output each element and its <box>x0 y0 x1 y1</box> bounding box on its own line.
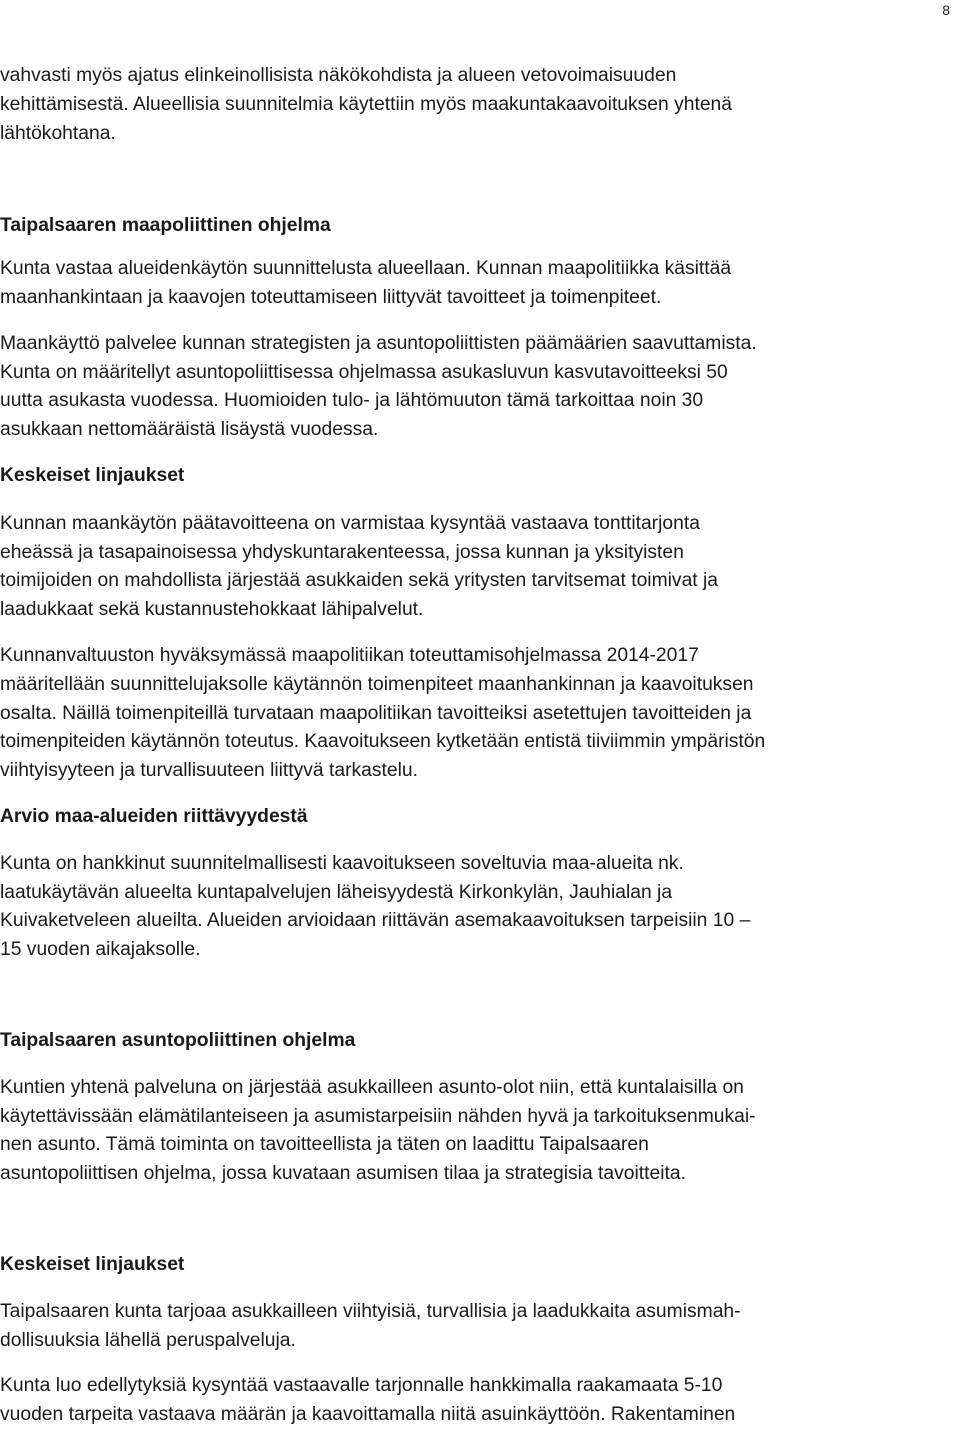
section-heading: Keskeiset linjaukset <box>0 464 185 486</box>
section-heading: Taipalsaaren asuntopoliittinen ohjelma <box>0 1029 356 1051</box>
section-heading: Arvio maa-alueiden riittävyydestä <box>0 805 308 827</box>
section-heading: Taipalsaaren maapoliittinen ohjelma <box>0 215 331 237</box>
paragraph: vahvasti myös ajatus elinkeinollisista näkökohdista ja alueen vetovoimaisuuden kehittämisestä. Alueellisia suunnitelmia käytettiin myös maakuntakaavoituksen yhtenä lähtökohtana. <box>0 65 732 144</box>
page-number: 8 <box>942 2 950 18</box>
document-body <box>0 62 938 1430</box>
paragraph: Kunnanvaltuuston hyväksymässä maapolitiikan toteuttamisohjelmassa 2014-2017 määritellään suunnittelujaksolle käytännön toimenpiteet maanhankinnan ja kaavoituksen osalta. Näillä toimenpiteillä turvataan maapolitiikan tavoitteiksi asetettujen tavoitteiden ja toimenpiteiden käytännön toteutus. Kaavoitukseen kytketään entistä tiiviimmin ympäristön viihtyisyyteen ja turvallisuuteen liittyvä tarkastelu. <box>0 644 766 782</box>
paragraph: Kuntien yhtenä palveluna on järjestää asukkailleen asunto-olot niin, että kuntalaisilla on käytettävissään elämätilanteiseen ja asumistarpeisiin nähden hyvä ja tarkoituksenmukai- nen asunto. Tämä toiminta on tavoitteellista ja täten on laadittu Taipalsaaren asuntopoliittisen ohjelma, jossa kuvataan asumisen tilaa ja strategisia tavoitteita. <box>0 1076 756 1185</box>
paragraph: Kunnan maankäytön päätavoitteena on varmistaa kysyntää vastaava tonttitarjonta eheässä ja tasapainoisessa yhdyskuntarakenteessa, jossa kunnan ja yksityisten toimijoiden on mahdollista järjestää asukkaiden sekä yritysten tarvitsemat toimivat ja laadukkaat sekä kustannustehokkaat lähipalvelut. <box>0 512 719 621</box>
paragraph: Kunta vastaa alueidenkäytön suunnittelusta alueellaan. Kunnan maapolitiikka käsittää maanhankintaan ja kaavojen toteuttamiseen liittyvät tavoitteet ja toimenpiteet. <box>0 258 732 308</box>
paragraph: Maankäyttö palvelee kunnan strategisten ja asuntopoliittisten päämäärien saavuttamista. Kunta on määritellyt asuntopoliittisessa ohjelmassa asukasluvun kasvutavoitteeksi 50 uutta asukasta vuodessa. Huomioiden tulo- ja lähtömuuton tämä tarkoittaa noin 30 asukkaan nettomääräistä lisäystä vuodessa. <box>0 332 757 441</box>
section-heading: Keskeiset linjaukset <box>0 1253 185 1275</box>
paragraph: Kunta luo edellytyksiä kysyntää vastaavalle tarjonnalle hankkimalla raakamaata 5-10 vuoden tarpeita vastaava määrän ja kaavoittamalla niitä asuinkäyttöön. Rakentaminen <box>0 1375 736 1426</box>
paragraph: Kunta on hankkinut suunnitelmallisesti kaavoitukseen soveltuvia maa-alueita nk. laatukäytävän alueelta kuntapalvelujen läheisyydestä Kirkonkylän, Jauhialan ja Kuivaketveleen alueilta. Alueiden arvioidaan riittävän asemakaavoituksen tarpeisiin 10 – 15 vuoden aikajaksolle. <box>0 852 751 961</box>
paragraph: Taipalsaaren kunta tarjoaa asukkailleen viihtyisiä, turvallisia ja laadukkaita asumismah- dollisuuksia lähellä peruspalveluja. <box>0 1300 741 1351</box>
